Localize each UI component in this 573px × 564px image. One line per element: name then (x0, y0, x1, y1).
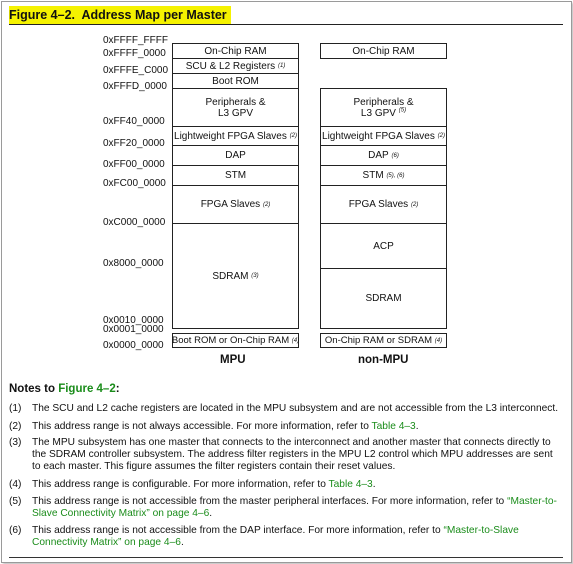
mpu-region-lw-fpga-slaves: Lightweight FPGA Slaves (2) (172, 126, 299, 146)
note-item (9, 525, 564, 550)
nonmpu-region-peripherals (320, 88, 447, 127)
region-label: Peripherals & (205, 96, 266, 108)
address-label: 0xFFFF_FFFF (103, 35, 168, 46)
note-after: . (415, 421, 419, 432)
note-item (9, 479, 564, 492)
nonmpu-column-label: non-MPU (358, 354, 409, 366)
region-label-line2 (361, 108, 406, 119)
region-label: Lightweight FPGA Slaves (174, 130, 287, 142)
table-link[interactable]: Table 4–3 (371, 421, 416, 432)
table-link[interactable]: Table 4–3 (328, 479, 373, 490)
address-label: 0xFF00_0000 (103, 159, 165, 170)
note-text (32, 421, 562, 433)
region-label: On-Chip RAM (204, 45, 267, 57)
note-text (32, 479, 562, 491)
note-number: (4) (9, 479, 22, 490)
region-label: STM (362, 170, 384, 181)
figure-frame (1, 1, 572, 563)
title-rule (9, 24, 563, 25)
nonmpu-region-ram-or-sdram: On-Chip RAM or SDRAM (4) (320, 333, 447, 348)
region-label: Boot ROM or On-Chip RAM (171, 335, 290, 346)
region-label: FPGA Slaves (348, 199, 409, 210)
address-label: 0x0010_0000 (103, 315, 164, 326)
mpu-region-boot-rom-or-ram: Boot ROM or On-Chip RAM (4) (171, 335, 300, 346)
note-text (32, 496, 562, 520)
figure-title (9, 6, 231, 24)
notes-heading (9, 383, 120, 395)
nonmpu-region-sdram (320, 268, 447, 329)
note-item (9, 403, 564, 416)
connectivity-matrix-link[interactable]: “Master-to-Slave Connectivity Matrix” on page 4–6 (32, 496, 557, 519)
mpu-region-onchip-ram (172, 43, 299, 59)
figure-prefix: Figure 4–2. (9, 8, 75, 22)
mpu-region-dap (172, 145, 299, 166)
note-text (32, 403, 562, 415)
address-label: 0x8000_0000 (103, 258, 164, 269)
note-number: (2) (9, 421, 22, 432)
region-label: Lightweight FPGA Slaves (322, 130, 435, 142)
region-label: L3 GPV (217, 107, 254, 119)
note-number: (1) (9, 403, 22, 414)
note-text (32, 437, 562, 473)
note-text (32, 525, 562, 549)
notes-heading-suffix: : (115, 383, 120, 395)
mpu-region-fpga-slaves: FPGA Slaves (2) (172, 185, 299, 224)
note-body: This address range is not accessible from the DAP interface. For more information, refer to (32, 525, 444, 536)
note-item (9, 437, 564, 475)
region-label: ACP (373, 240, 394, 252)
region-label: Boot ROM (212, 75, 259, 87)
footnote-ref: (5) (398, 107, 407, 114)
nonmpu-region-dap: DAP (6) (320, 145, 447, 166)
address-label: 0x0001_0000 (103, 324, 164, 335)
note-body: The MPU subsystem has one master that connects to the interconnect and another master that connects directly to the SDRAM controller subsystem. The address filter registers in the MPU L2 control which MPU addresses are sent to each master. This figure assumes the filter registers contain their reset values. (32, 437, 553, 472)
note-item (9, 421, 564, 434)
connectivity-matrix-link[interactable]: “Master-to-Slave Connectivity Matrix” on page 4–6 (32, 525, 519, 548)
note-number: (5) (9, 496, 22, 507)
note-body: The SCU and L2 cache registers are located in the MPU subsystem and are not accessible from the L3 interconnect. (32, 403, 559, 414)
address-label: 0xFFFD_0000 (103, 81, 167, 92)
address-label: 0xFF20_0000 (103, 138, 165, 149)
region-label: Peripherals & (353, 96, 414, 108)
region-label: On-Chip RAM (352, 45, 415, 57)
figure-link[interactable]: Figure 4–2 (58, 383, 116, 395)
bottom-rule (9, 557, 563, 558)
mpu-region-sdram: SDRAM (3) (172, 223, 299, 329)
address-label: 0xFC00_0000 (103, 178, 166, 189)
nonmpu-region-stm: STM (5), (6) (320, 165, 447, 186)
address-label: 0xFF40_0000 (103, 116, 165, 127)
region-label: SDRAM (365, 293, 402, 304)
region-label: L3 GPV (360, 107, 396, 119)
notes-heading-prefix: Notes to (9, 383, 59, 395)
mpu-column-label: MPU (220, 354, 246, 366)
address-label: 0xC000_0000 (103, 217, 166, 228)
note-body: This address range is configurable. For more information, refer to (32, 479, 329, 490)
note-after: . (209, 508, 213, 519)
nonmpu-region-lw-fpga-slaves: Lightweight FPGA Slaves (2) (320, 126, 447, 146)
region-label: On-Chip RAM or SDRAM (324, 335, 433, 346)
note-body: This address range is not always accessible. For more information, refer to (32, 421, 372, 432)
region-label: SCU & L2 Registers (185, 60, 276, 72)
address-label: 0xFFFE_C000 (103, 65, 169, 76)
region-label: DAP (368, 150, 389, 161)
note-number: (3) (9, 437, 22, 448)
figure-title-text: Address Map per Master (81, 8, 227, 22)
mpu-region-stm (172, 165, 299, 186)
address-label: 0xFFFF_0000 (103, 48, 166, 59)
mpu-region-scu-l2: SCU & L2 Registers (1) (172, 58, 299, 74)
region-label: FPGA Slaves (200, 199, 261, 210)
note-after: . (372, 479, 376, 490)
region-label: SDRAM (212, 270, 249, 282)
mpu-region-boot-rom (172, 73, 299, 89)
mpu-region-peripherals (172, 88, 299, 127)
nonmpu-region-onchip-ram (320, 43, 447, 59)
nonmpu-region-fpga-slaves: FPGA Slaves (2) (320, 185, 447, 224)
region-label: DAP (225, 150, 246, 161)
region-label: STM (224, 170, 247, 181)
address-label: 0x0000_0000 (103, 340, 164, 351)
note-after: . (180, 537, 184, 548)
note-item (9, 496, 564, 521)
note-number: (6) (9, 525, 22, 536)
note-body: This address range is not accessible from the master peripheral interfaces. For more information, refer to (32, 496, 508, 507)
nonmpu-region-acp (320, 223, 447, 269)
